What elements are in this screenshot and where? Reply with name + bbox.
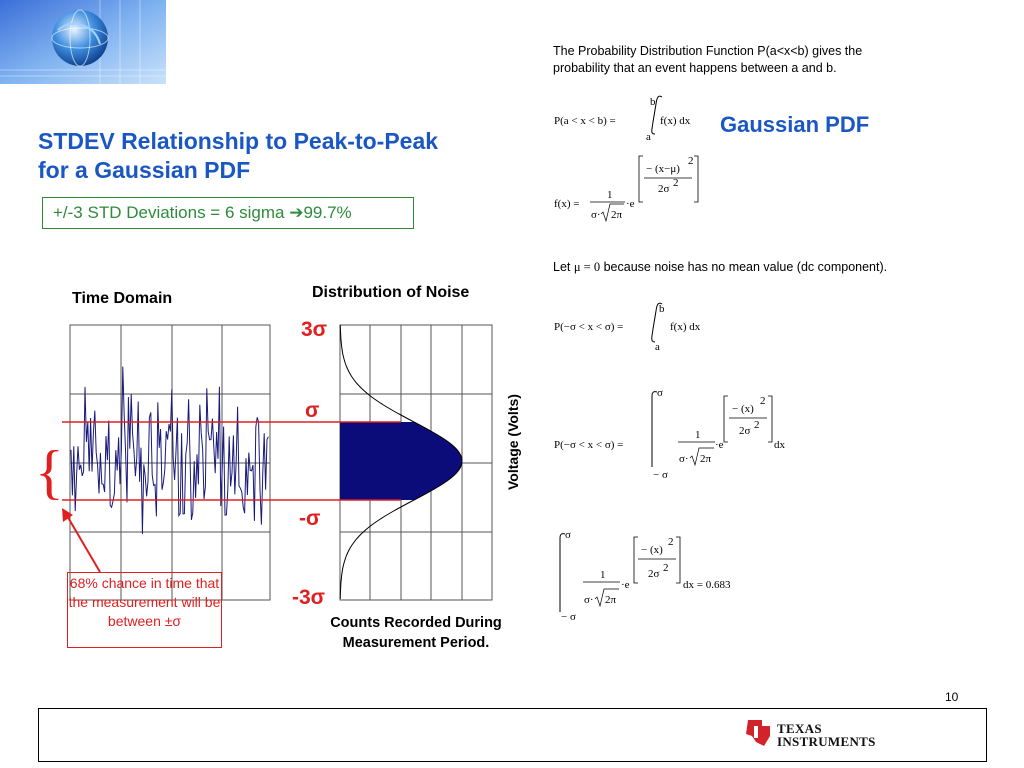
eq3-lower-limit: a xyxy=(655,341,660,353)
eq4-exp-denominator: 2σ xyxy=(739,425,751,437)
eq5-numerator: 1 xyxy=(600,569,606,581)
eq4-tail: dx xyxy=(774,439,785,451)
ti-logo-icon xyxy=(742,716,776,750)
sigma-box-text: +/-3 STD Deviations = 6 sigma xyxy=(53,203,290,222)
eq1-lower-limit: a xyxy=(646,131,651,143)
eq2-lhs: f(x) = xyxy=(554,198,580,210)
neg-sigma-label: -σ xyxy=(299,507,321,530)
eq5-lower-limit: − σ xyxy=(561,611,576,623)
eq5-exp-denominator: 2σ xyxy=(648,568,660,580)
eq5-exp-den-sup: 2 xyxy=(663,562,669,574)
eq4-exp-num-sup: 2 xyxy=(760,395,766,407)
eq4-exp-den-sup: 2 xyxy=(754,419,760,431)
callout-arrow-line xyxy=(66,514,100,572)
eq4-root: 2π xyxy=(700,453,712,465)
eq2-exp-denominator: 2σ xyxy=(658,183,670,195)
intro-text: The Probability Distribution Function P(a<x<b) gives the probability that an event happens between a and b. xyxy=(553,44,863,75)
sigma-label: σ xyxy=(305,399,320,422)
voltage-axis-label: Voltage (Volts) xyxy=(505,394,521,490)
title-line-1: STDEV Relationship to Peak-to-Peak xyxy=(38,128,439,154)
eq3-integrand: f(x) dx xyxy=(670,321,701,333)
equation-3 xyxy=(554,303,701,353)
distribution-label: Distribution of Noise xyxy=(312,284,470,301)
time-domain-label: Time Domain xyxy=(72,290,173,307)
eq4-denominator: σ· xyxy=(679,453,689,465)
eq5-exp-num-sup: 2 xyxy=(668,536,674,548)
ti-brand-text xyxy=(777,722,876,748)
eq2-exp-den-sup: 2 xyxy=(673,177,679,189)
sigma-summary-box xyxy=(42,197,414,229)
eq2-numerator: 1 xyxy=(607,189,613,201)
page-title xyxy=(38,127,508,185)
eq2-dot-e: ·e xyxy=(626,198,635,210)
eq1-upper-limit: b xyxy=(650,96,656,108)
equation-2 xyxy=(554,155,698,221)
sigma-area-fill xyxy=(340,422,462,500)
equation-5 xyxy=(560,529,731,623)
right-arrow-icon: ➔ xyxy=(289,203,304,222)
page-number: 10 xyxy=(945,690,959,704)
eq4-lower-limit: − σ xyxy=(653,469,668,481)
gaussian-pdf-label: Gaussian PDF xyxy=(720,112,870,137)
three-sigma-label: 3σ xyxy=(301,318,328,341)
eq2-exp-num-sup: 2 xyxy=(688,155,694,167)
sigma-brace: { xyxy=(35,439,64,505)
eq4-dot-e: ·e xyxy=(715,439,724,451)
counts-label: Counts Recorded During Measurement Period. xyxy=(330,615,502,651)
callout-arrowhead-icon xyxy=(62,508,73,522)
eq5-tail: dx = 0.683 xyxy=(683,579,731,591)
eq1-integrand: f(x) dx xyxy=(660,115,691,127)
ti-brand-line-1: TEXAS xyxy=(777,721,822,736)
title-line-2: for a Gaussian PDF xyxy=(38,157,251,183)
eq5-denominator: σ· xyxy=(584,594,594,606)
globe-logo xyxy=(0,0,166,84)
equations-panel xyxy=(540,90,980,630)
sigma-box-result: 99.7% xyxy=(303,203,352,222)
eq5-root: 2π xyxy=(605,594,617,606)
eq5-dot-e: ·e xyxy=(621,579,630,591)
eq4-exp-numerator: − (x) xyxy=(732,403,754,415)
eq2-root: 2π xyxy=(611,209,623,221)
eq1-lhs: P(a < x < b) = xyxy=(554,115,616,127)
eq2-exp-numerator: − (x−μ) xyxy=(646,163,680,175)
eq5-exp-numerator: − (x) xyxy=(641,544,663,556)
eq5-upper-limit: σ xyxy=(565,529,571,541)
equation-1 xyxy=(554,96,691,143)
eq4-numerator: 1 xyxy=(695,429,701,441)
eq3-lhs: P(−σ < x < σ) = xyxy=(554,321,624,333)
let-suffix: because noise has no mean value (dc component). xyxy=(600,260,888,274)
eq4-lhs: P(−σ < x < σ) = xyxy=(554,439,624,451)
noise-waveform xyxy=(71,367,268,535)
eq2-denominator: σ· xyxy=(591,209,601,221)
let-prefix: Let xyxy=(553,260,574,274)
probability-callout: 68% chance in time that the measurement will be between ±σ xyxy=(67,572,222,648)
equation-4 xyxy=(554,387,786,481)
ti-brand-line-2: INSTRUMENTS xyxy=(777,734,876,749)
eq4-upper-limit: σ xyxy=(657,387,663,399)
neg-three-sigma-label: -3σ xyxy=(292,586,326,609)
mu-expression: μ = 0 xyxy=(573,260,601,274)
eq3-upper-limit: b xyxy=(659,303,665,315)
